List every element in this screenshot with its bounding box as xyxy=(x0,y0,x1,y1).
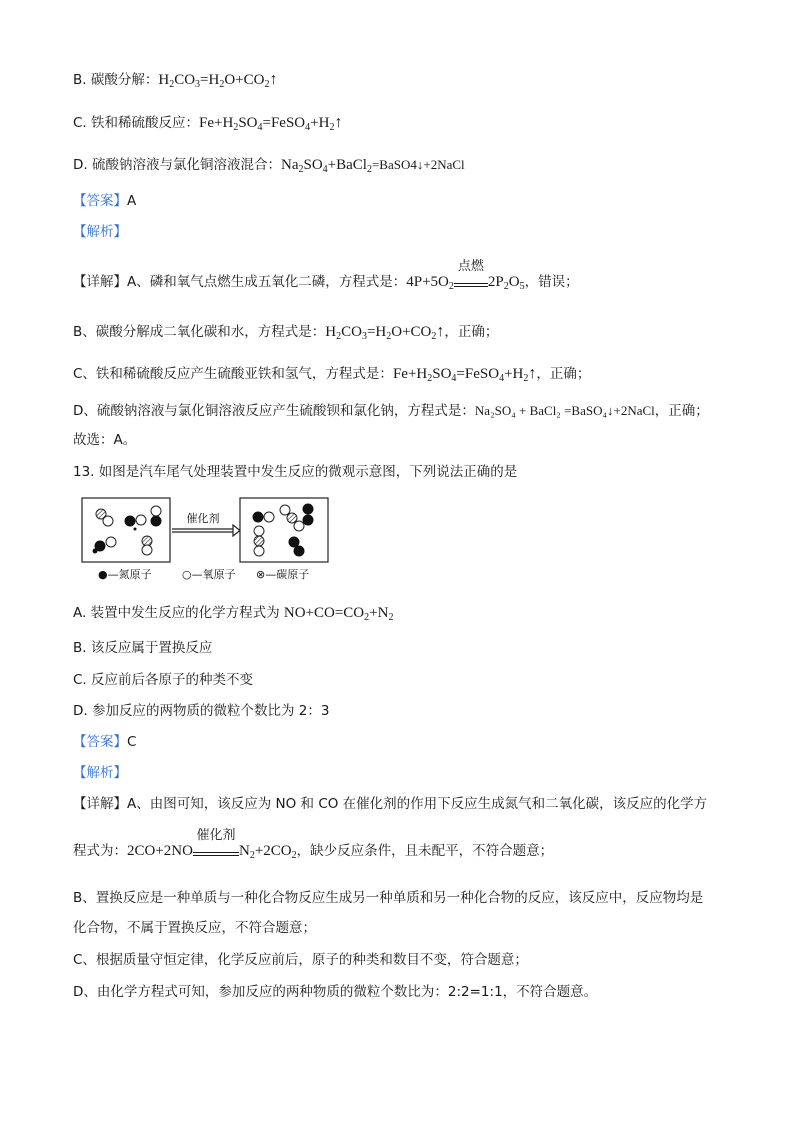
answer-line-2 xyxy=(73,732,136,752)
detail2-c-line xyxy=(73,950,528,970)
q13-option-a xyxy=(73,603,393,623)
choose-text: 故选：A。 xyxy=(73,432,137,448)
detail-d-tail: ，正确； xyxy=(654,403,709,419)
q13-option-a-equation: $NO+CO=CO_2+N_2$ xyxy=(283,605,394,623)
option-d-label: D. 硫酸钠溶液与氯化铜溶液混合： xyxy=(73,157,281,173)
reaction-condition-catalyst: 催化剂 xyxy=(193,841,239,861)
catalyst-arrow xyxy=(172,511,240,536)
detail-d-text: D、硫酸钠溶液与氯化铜溶液反应产生硫酸钡和氯化钠，方程式是： xyxy=(73,403,475,419)
detail2-b2: 化合物，不属于置换反应，不符合题意； xyxy=(73,920,316,936)
answer-tag-2: 【答案】 xyxy=(73,734,127,750)
option-c-line xyxy=(73,113,342,133)
option-c-label: C. 铁和稀硫酸反应： xyxy=(73,115,200,131)
detail2-b1: B、置换反应是一种单质与一种化合物反应生成另一种单质和另一种化合物的反应，该反应中，反应物均是 xyxy=(73,890,704,906)
option-d-line xyxy=(73,155,465,175)
detail2-c: C、根据质量守恒定律，化学反应前后，原子的种类和数目不变，符合题意； xyxy=(73,952,528,968)
analysis-tag: 【解析】 xyxy=(73,224,127,240)
detail-a-line xyxy=(73,259,579,292)
detail2-a1: A、由图可知，该反应为 NO 和 CO 在催化剂的作用下反应生成氮气和二氧化碳，该反应的化学方 xyxy=(127,796,708,812)
analysis-line-2 xyxy=(73,763,127,783)
question-13-text: 13. 如图是汽车尾气处理装置中发生反应的微观示意图，下列说法正确的是 xyxy=(73,464,518,480)
q13-option-c-text: C. 反应前后各原子的种类不变 xyxy=(73,672,254,688)
analysis-tag-2: 【解析】 xyxy=(73,765,127,781)
analysis-line-1 xyxy=(73,222,127,242)
detail-a-equation: $4P+5O_2$ 点燃 $2P_2O_5$ xyxy=(406,259,525,292)
detail2-a-line-2 xyxy=(73,828,554,861)
option-c-equation: $Fe+H_2SO_4=FeSO_4+H_2↑$ xyxy=(199,114,343,133)
detail2-a2-equation: 2CO+2NO 催化剂 $N_2+2CO_2$ xyxy=(127,828,297,861)
choose-line-1 xyxy=(73,430,136,450)
detail2-d: D、由化学方程式可知，参加反应的两种物质的微粒个数比为：2:2=1:1，不符合题意。 xyxy=(73,984,598,1000)
answer-tag: 【答案】 xyxy=(73,193,127,209)
detail2-a-line-1 xyxy=(73,794,707,814)
detail-b-tail: ，正确； xyxy=(444,324,499,340)
answer-value-2: C xyxy=(127,734,137,750)
q13-option-d-text: D. 参加反应的两物质的微粒个数比为 2：3 xyxy=(73,703,330,719)
option-d-equation: $Na_2SO_4+BaCl_2=BaSO4↓+2NaCl$ xyxy=(280,157,465,175)
answer-line-1 xyxy=(73,191,136,211)
reaction-micro-diagram xyxy=(80,494,330,586)
q13-option-b-text: B. 该反应属于置换反应 xyxy=(73,640,213,656)
detail-a-text: A、磷和氧气点燃生成五氧化二磷，方程式是： xyxy=(127,274,407,290)
question-13-stem xyxy=(73,462,517,482)
detail-d-line xyxy=(73,401,709,421)
catalyst-label: 催化剂 xyxy=(186,512,220,525)
detail-a-tail: ，错误； xyxy=(524,274,579,290)
detail2-d-line xyxy=(73,982,597,1002)
detail2-a2-tail: ，缺少反应条件，且未配平，不符合题意； xyxy=(296,843,554,859)
detail-b-text: B、碳酸分解成二氧化碳和水，方程式是： xyxy=(73,324,326,340)
detail-tag: 【详解】 xyxy=(73,274,127,290)
detail-c-tail: ，正确； xyxy=(536,366,591,382)
reaction-condition: 点燃 xyxy=(454,272,488,292)
option-b-equation: $H_2CO_3=H_2O+CO_2↑$ xyxy=(158,71,278,90)
detail-c-equation: $Fe+H_2SO_4=FeSO_4+H_2↑$ xyxy=(392,365,537,384)
option-b-line xyxy=(73,70,277,90)
q13-option-a-text: A. 装置中发生反应的化学方程式为 xyxy=(73,605,284,621)
q13-option-c xyxy=(73,670,253,690)
detail-c-line xyxy=(73,364,590,384)
q13-option-d xyxy=(73,701,329,721)
detail2-a2-pre: 程式为： xyxy=(73,843,127,859)
option-b-label: B. 碳酸分解： xyxy=(73,72,159,88)
detail-c-text: C、铁和稀硫酸反应产生硫酸亚铁和氢气，方程式是： xyxy=(73,366,393,382)
legend-oxygen: ○—氧原子 xyxy=(182,568,236,581)
legend-carbon: ⊗—碳原子 xyxy=(256,568,310,581)
detail2-tag: 【详解】 xyxy=(73,796,127,812)
q13-option-b xyxy=(73,638,212,658)
legend-nitrogen: ●—氮原子 xyxy=(98,568,152,581)
detail-b-line xyxy=(73,322,498,342)
detail2-b-line-2 xyxy=(73,918,316,938)
answer-value: A xyxy=(127,193,137,209)
detail-d-equation: Na₂SO₄ + BaCl₂ =BaSO₄↓+2NaCl xyxy=(474,403,655,418)
detail-b-equation: $H_2CO_3=H_2O+CO_2↑$ xyxy=(325,323,445,342)
detail2-b-line-1 xyxy=(73,888,703,908)
